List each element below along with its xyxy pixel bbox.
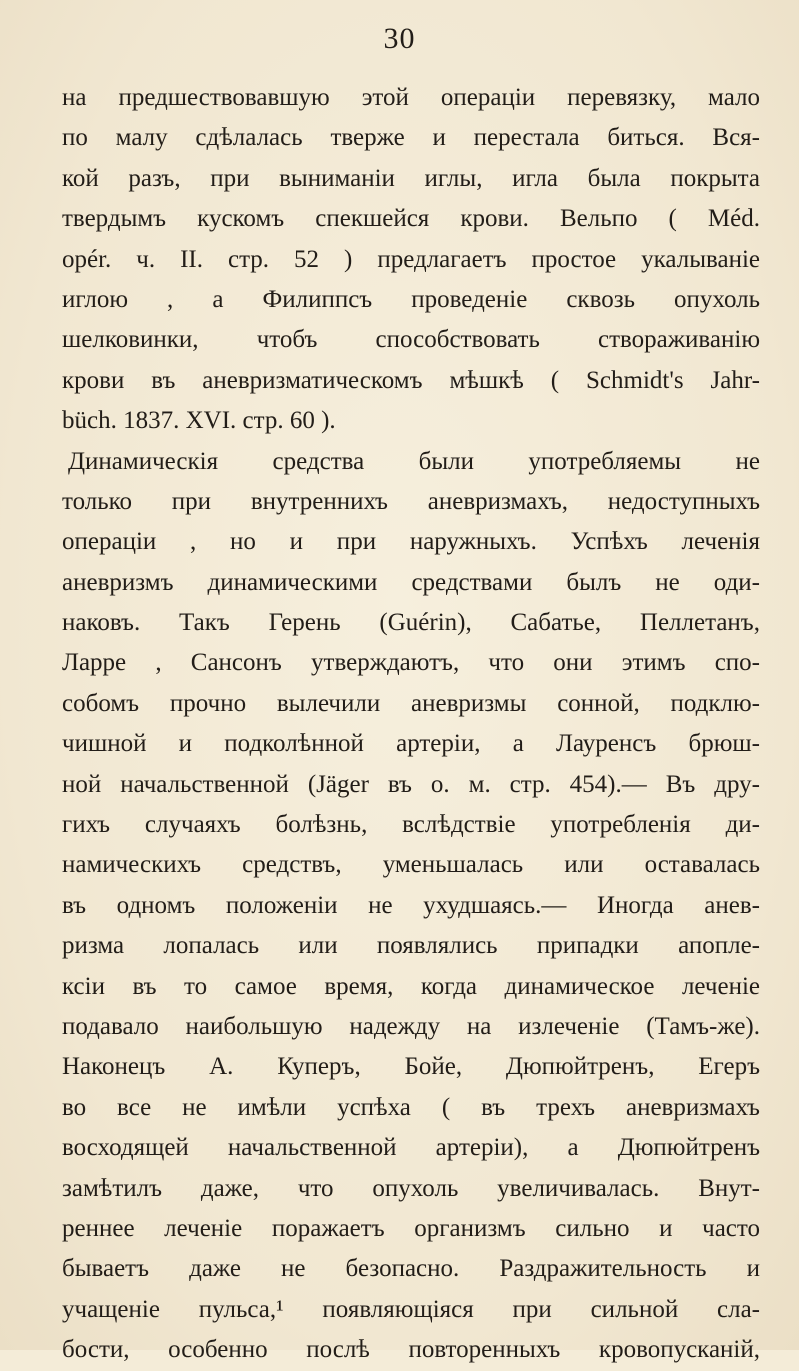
text-line: по малу сдѣлалась тверже и перестала биться. Вся- [62, 124, 760, 152]
text-line: чишной и подколѣнной артеріи, а Лауренсъ брюш- [62, 730, 760, 758]
text-line: крови въ аневризматическомъ мѣшкѣ ( Schmidt's Jahr- [62, 366, 760, 394]
text-line: замѣтилъ даже, что опухоль увеличивалась. Внут- [62, 1174, 760, 1202]
text-line: ксіи въ то самое время, когда динамическое леченіе [62, 972, 760, 1000]
text-line: учащеніе пульса,¹ появляющіяся при сильной сла- [62, 1295, 760, 1323]
text-line: собомъ прочно вылечили аневризмы сонной, подклю- [62, 689, 760, 717]
text-line: операціи , но и при наружныхъ. Успѣхъ леченія [62, 528, 760, 556]
text-line: бываетъ даже не безопасно. Раздражительность и [62, 1255, 760, 1283]
text-line: opér. ч. II. стр. 52 ) предлагаетъ простое укалываніе [62, 245, 760, 273]
text-line: на предшествовавшую этой операціи перевязку, мало [62, 84, 760, 111]
paragraph-start-line: Динамическія средства были употребляемы не [68, 447, 760, 475]
text-line: ной начальственной (Jäger въ о. м. стр. 454).— Въ дру- [62, 770, 760, 798]
text-line: Наконецъ А. Куперъ, Бойе, Дюпюйтренъ, Егеръ [62, 1053, 760, 1081]
text-line: аневризмъ динамическими средствами былъ не оди- [62, 568, 760, 596]
text-line: ризма лопалась или появлялись припадки апопле- [62, 932, 760, 960]
text-line: бости, особенно послѣ повторенныхъ кровопусканій, [62, 1336, 760, 1364]
text-line: во все не имѣли успѣха ( въ трехъ аневризмахъ [62, 1093, 760, 1121]
text-line: Ларре , Сансонъ утверждаютъ, что они этимъ спо- [62, 649, 760, 677]
text-line: кой разъ, при выниманіи иглы, игла была покрыта [62, 164, 760, 192]
text-line: подавало наибольшую надежду на излеченіе (Тамъ-же). [62, 1012, 760, 1040]
text-line: восходящей начальственной артеріи), а Дюпюйтренъ [62, 1134, 760, 1162]
text-line: реннее леченіе поражаетъ организмъ сильно и часто [62, 1214, 760, 1242]
text-line: твердымъ кускомъ спекшейся крови. Вельпо ( Méd. [62, 205, 760, 233]
text-line: büch. 1837. XVI. стр. 60 ). [62, 407, 336, 435]
text-line: намическихъ средствъ, уменьшалась или оставалась [62, 851, 760, 879]
body-text [62, 78, 760, 1371]
text-line: гихъ случаяхъ болѣзнь, вслѣдствіе употребленія ди- [62, 811, 760, 839]
text-line: только при внутреннихъ аневризмахъ, недоступныхъ [62, 487, 760, 515]
text-line: шелковинки, чтобъ способствовать створаживанію [62, 326, 760, 354]
text-line: наковъ. Такъ Герень (Guérin), Сабатье, Пеллетанъ, [62, 609, 760, 637]
page-number: 30 [383, 22, 416, 55]
text-line: иглою , а Филиппсъ проведеніе сквозь опухоль [62, 285, 760, 313]
text-line: въ одномъ положеніи не ухудшаясь.— Иногда анев- [62, 891, 760, 919]
